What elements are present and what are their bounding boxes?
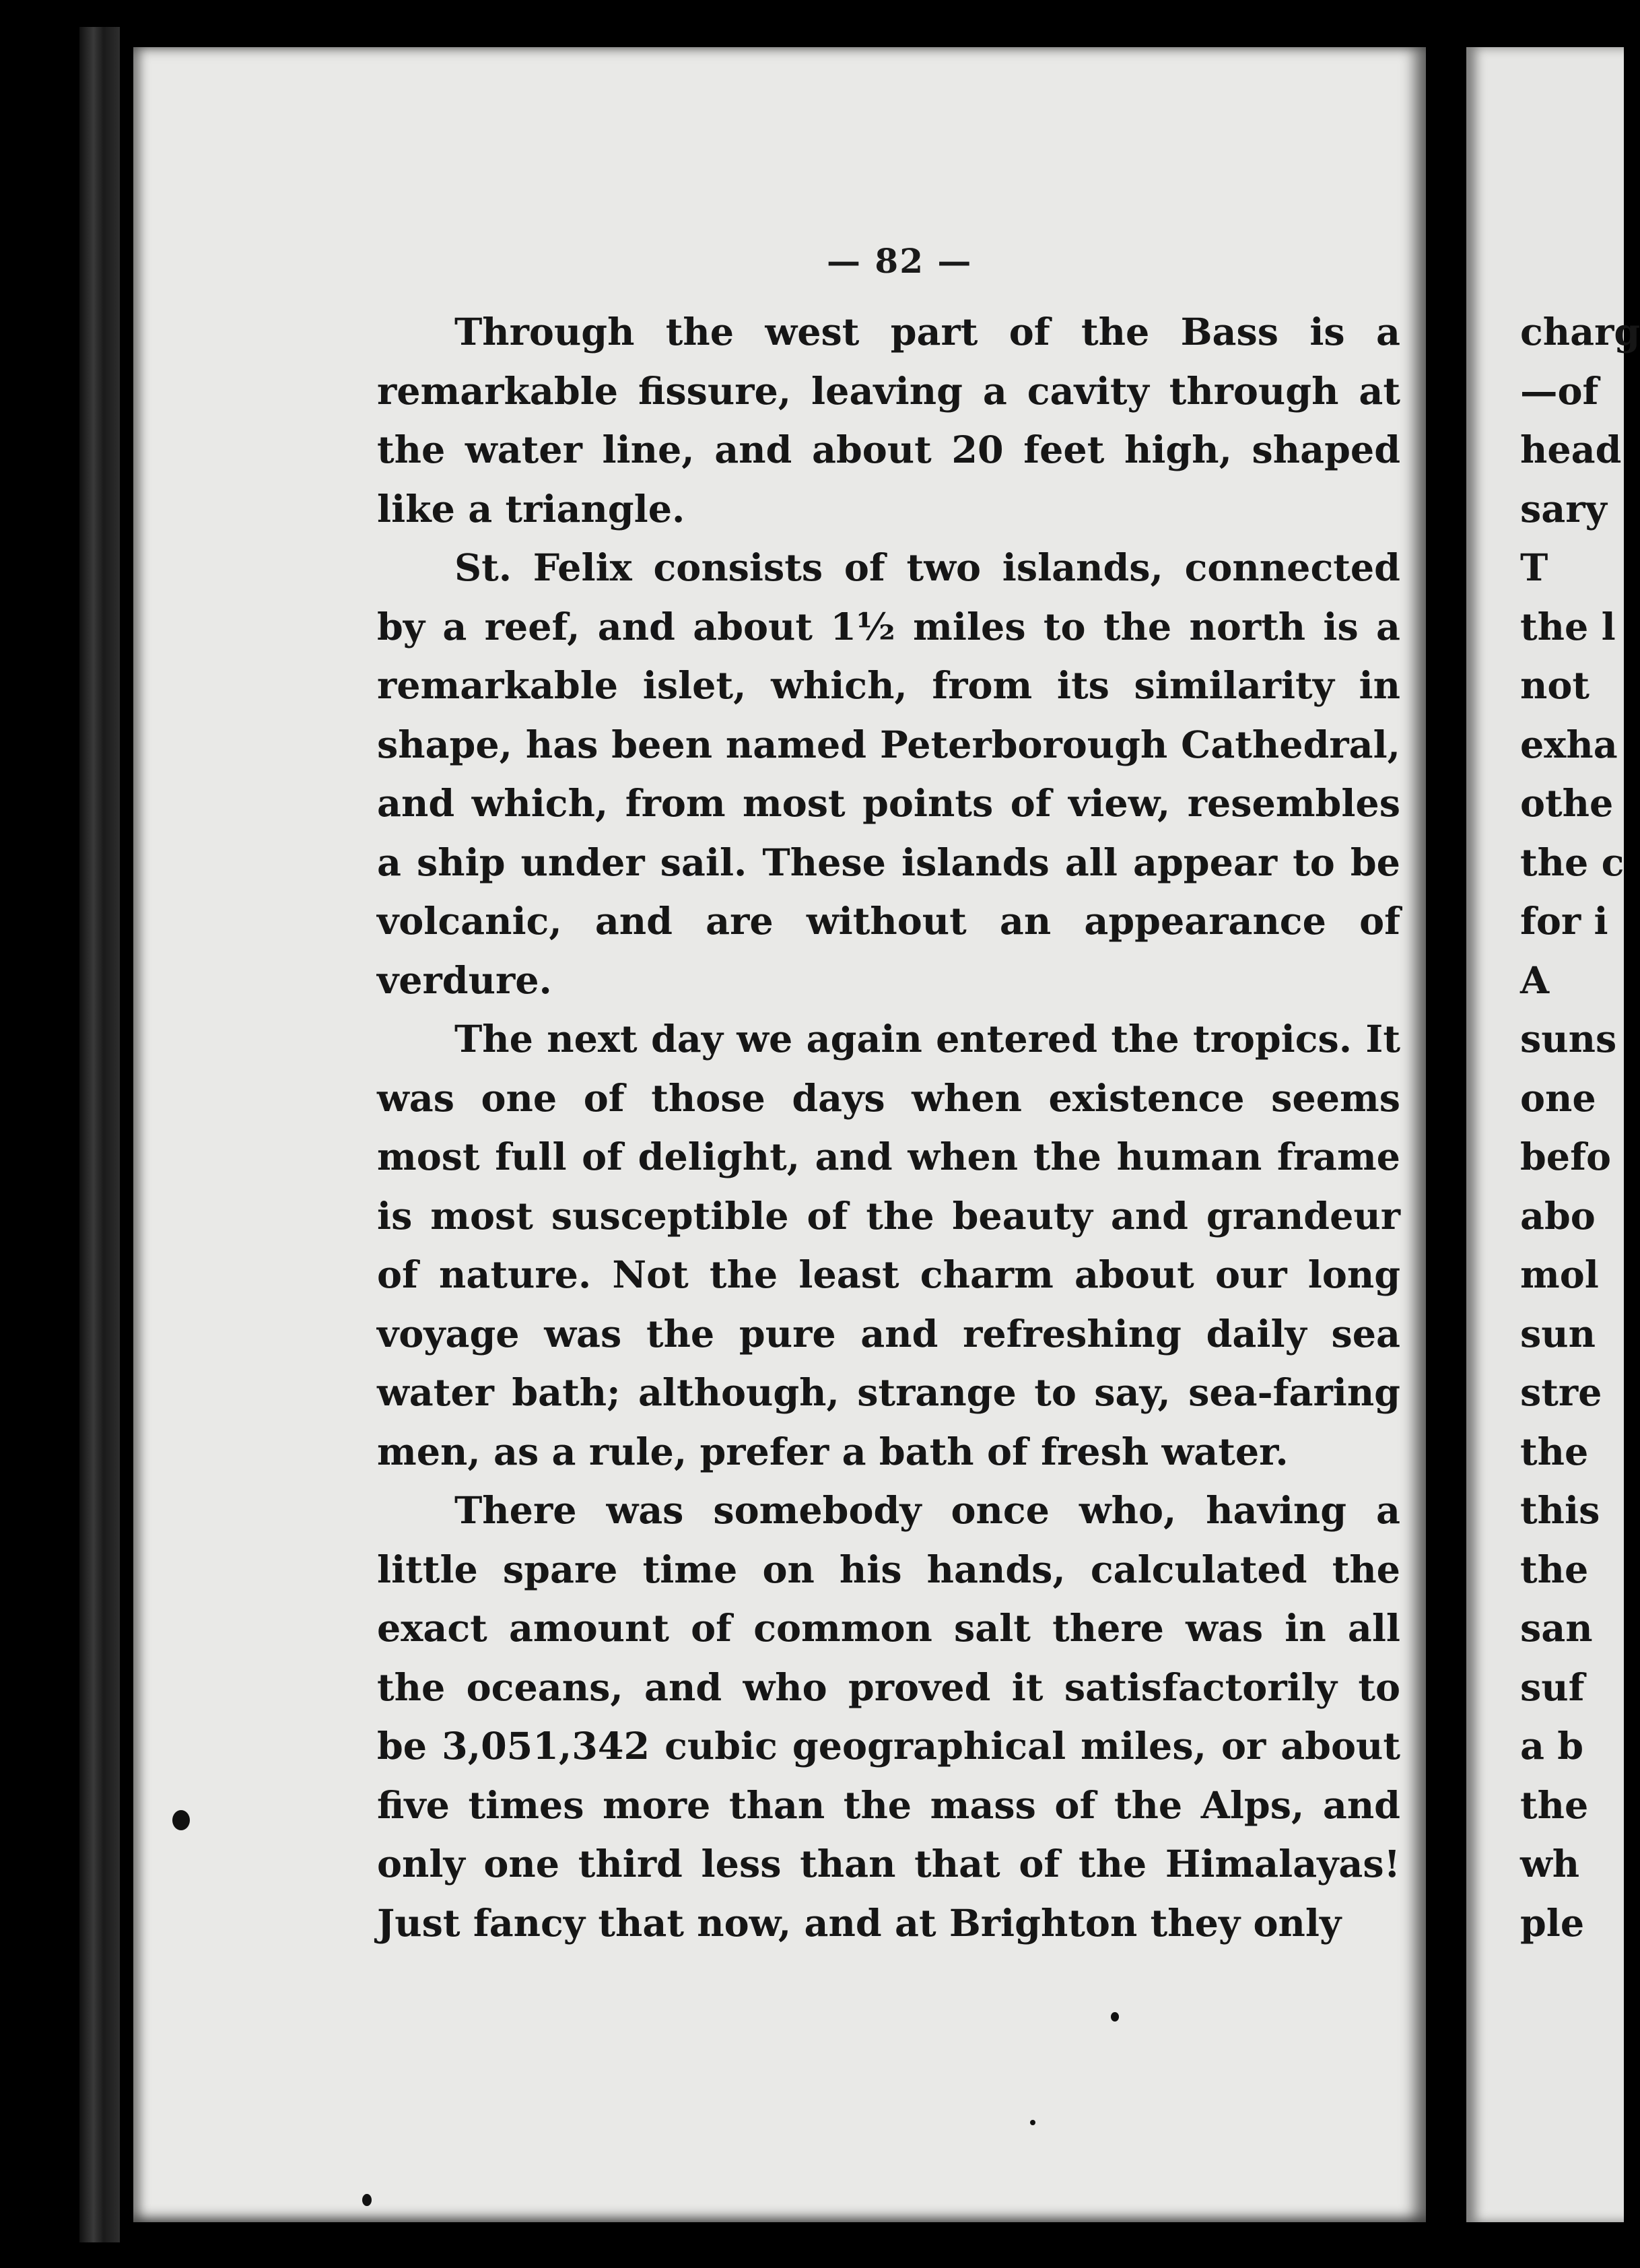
- facing-line: the: [1520, 1430, 1589, 1474]
- facing-line: suf: [1520, 1665, 1585, 1710]
- facing-line: a b: [1520, 1725, 1584, 1768]
- page-number: — 82 —: [827, 241, 973, 281]
- facing-line: befo: [1520, 1135, 1612, 1179]
- facing-line: abo: [1520, 1194, 1596, 1238]
- ink-speck: [172, 1810, 190, 1830]
- facing-line: stre: [1520, 1371, 1602, 1415]
- facing-line: charg: [1520, 310, 1640, 354]
- page-body-text: [377, 303, 1400, 1953]
- facing-line: T: [1520, 546, 1548, 590]
- paragraph-ocean-salt: There was somebody once who, having a little spare time on his hands, calculated the exact amount of common salt there was in all the oceans, and who proved it satisfactorily to be 3,051,342 cubic geographical miles, or about five times more than the mass of the Alps, and only one third less than that of the Himalayas! Just fancy that now, and at Brighton they only: [377, 1489, 1400, 1945]
- book-edge: [79, 27, 120, 2242]
- ink-speck: [1030, 2120, 1035, 2125]
- facing-line: sun: [1520, 1312, 1596, 1356]
- facing-line: the: [1520, 1547, 1589, 1592]
- facing-line: othe: [1520, 782, 1614, 826]
- facing-line: exha: [1520, 723, 1618, 767]
- facing-line: —of: [1520, 369, 1599, 413]
- facing-line: suns: [1520, 1018, 1617, 1061]
- facing-line: sary: [1520, 487, 1607, 531]
- book-gutter: [1426, 0, 1466, 2268]
- facing-line: not: [1520, 664, 1590, 708]
- facing-line: the: [1520, 1783, 1589, 1828]
- facing-line: san: [1520, 1607, 1593, 1650]
- facing-line: wh: [1520, 1842, 1580, 1886]
- facing-line: mol: [1520, 1253, 1599, 1297]
- facing-line: the c: [1520, 840, 1625, 885]
- facing-line: one: [1520, 1076, 1596, 1121]
- paragraph-bass-fissure: Through the west part of the Bass is a remarkable fissure, leaving a cavity through at the water line, and about 20 feet high, shaped like a triangle.: [377, 310, 1400, 531]
- paragraph-tropics: The next day we again entered the tropics. It was one of those days when existence seems most full of delight, and when the human frame is most susceptible of the beauty and grandeur of nature. Not the least charm about our long voyage was the pure and refreshing daily sea water bath; although, strange to say, sea-faring men, as a rule, prefer a bath of fresh water.: [377, 1018, 1400, 1474]
- facing-line: this: [1520, 1489, 1600, 1533]
- facing-line: for i: [1520, 900, 1608, 943]
- ink-speck: [362, 2194, 372, 2206]
- facing-line: ple: [1520, 1901, 1585, 1945]
- facing-line: the l: [1520, 605, 1616, 649]
- paragraph-st-felix: St. Felix consists of two islands, connected by a reef, and about 1½ miles to the north is a remarkable islet, which, from its similarity in shape, has been named Peterborough Cathedral, and which, from most points of view, resembles a ship under sail. These islands all appear to be volcanic, and are without an appearance of verdure.: [377, 546, 1400, 1003]
- facing-line: head: [1520, 428, 1622, 472]
- ink-speck: [1111, 2012, 1119, 2022]
- facing-page-text: [1520, 303, 1640, 1953]
- facing-line: A: [1520, 958, 1550, 1003]
